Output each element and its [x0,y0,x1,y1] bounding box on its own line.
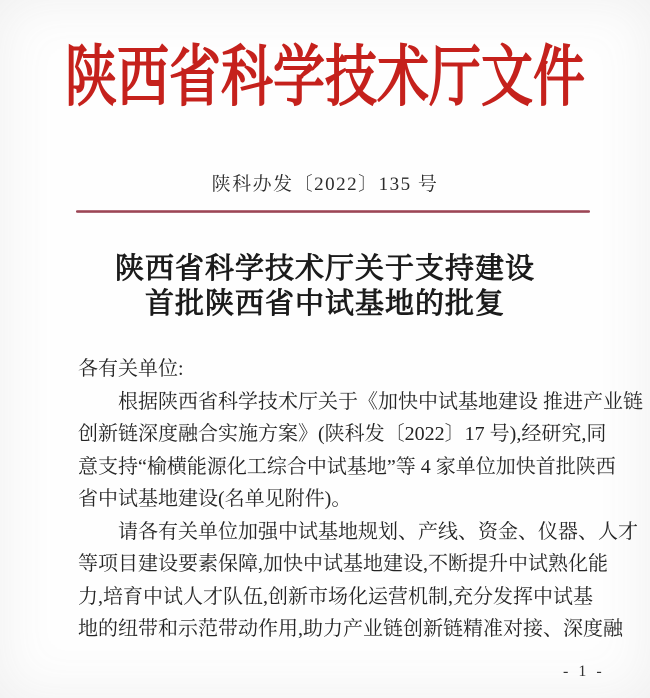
body-text-line: 省中试基地建设(名单见附件)。 [78,488,352,510]
body-text-line: 意支持“榆横能源化工综合中试基地”等 4 家单位加快首批陕西 [78,455,616,478]
body-text-line: 请各有关单位加强中试基地规划、产线、资金、仪器、人才 [118,520,638,543]
page-number: - 1 - [563,663,605,680]
document-body [78,353,643,646]
body-text-line: 力,培育中试人才队伍,创新市场化运营机制,充分发挥中试基 [78,585,593,608]
document-title-line2: 首批陕西省中试基地的批复 [144,288,505,320]
document-header-title: 陕西省科学技术厅文件 [64,41,585,115]
body-text-line: 等项目建设要素保障,加快中试基地建设,不断提升中试熟化能 [78,553,608,575]
body-text-line: 创新链深度融合实施方案》(陕科发〔2022〕17 号),经研究,同 [78,423,607,445]
body-text-line: 各有关单位: [78,358,184,380]
red-divider-line [76,210,590,213]
body-text-line: 根据陕西省科学技术厅关于《加快中试基地建设 推进产业链 [118,390,643,413]
body-text-line: 地的纽带和示范带动作用,助力产业链创新链精准对接、深度融 [78,618,623,640]
document-number: 陕科办发〔2022〕135 号 [211,174,439,195]
document-title-line1: 陕西省科学技术厅关于支持建设 [114,253,535,285]
document-title [0,252,650,322]
